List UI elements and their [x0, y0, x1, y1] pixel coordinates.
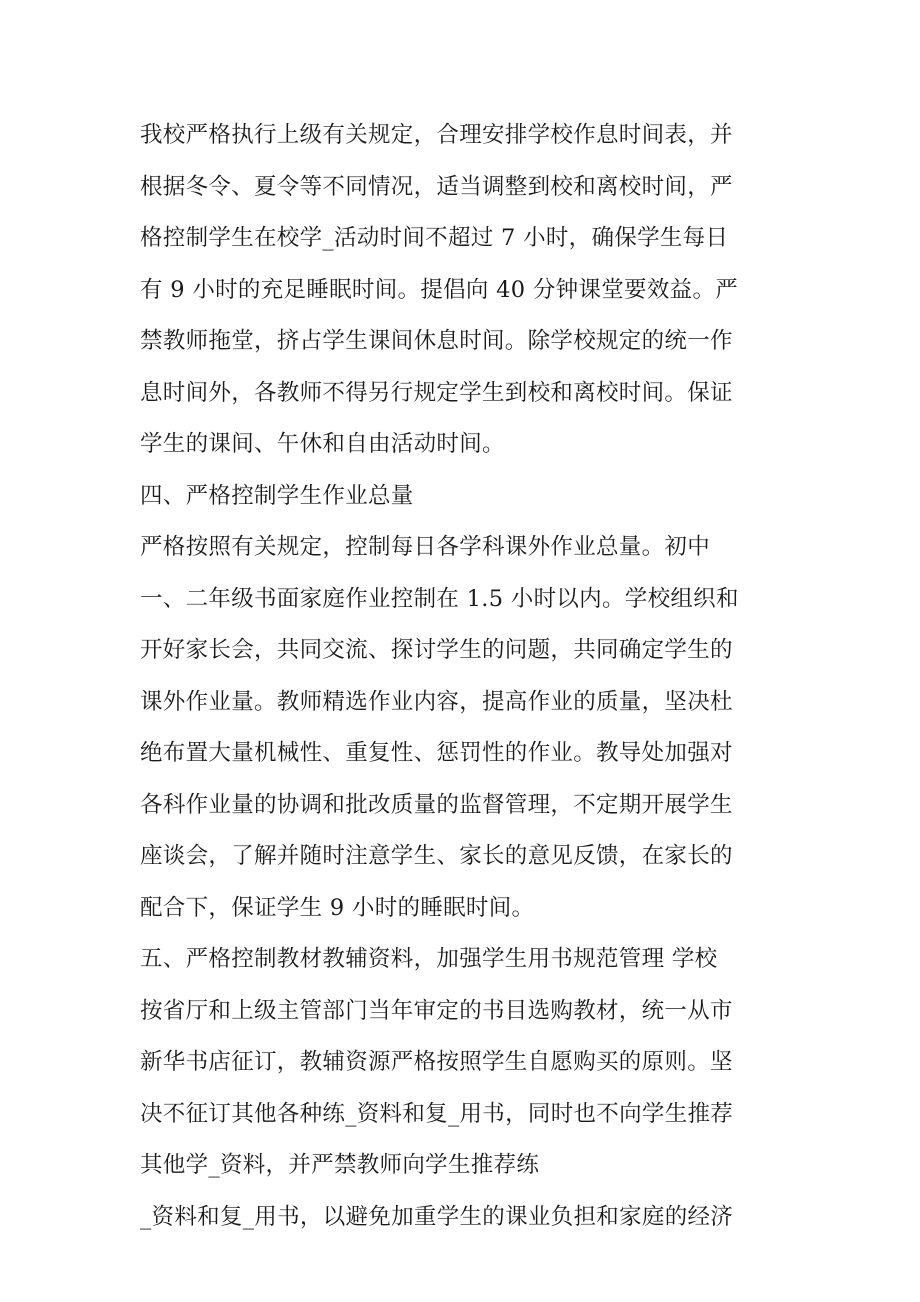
- text-line: _资料和复_用书，以避免加重学生的课业负担和家庭的经济: [140, 1203, 734, 1230]
- text-line: 按省厅和上级主管部门当年审定的书目选购教材，统一从市: [140, 997, 733, 1024]
- section-heading-four: 四、严格控制学生作业总量: [140, 482, 414, 509]
- text-line: 绝布置大量机械性、重复性、惩罚性的作业。教导处加强对: [140, 740, 733, 766]
- text-line: 有 9 小时的充足睡眠时间。提倡向 40 分钟课堂要效益。严: [140, 276, 739, 303]
- document-body: [140, 110, 790, 1243]
- text-line: 各科作业量的协调和批改质量的监督管理，不定期开展学生: [140, 791, 733, 818]
- text-line: 新华书店征订，教辅资源严格按照学生自愿购买的原则。坚: [140, 1049, 733, 1075]
- text-line: 座谈会，了解并随时注意学生、家长的意见反馈，在家长的: [140, 843, 733, 869]
- text-line: 其他学_资料，并严禁教师向学生推荐练: [140, 1152, 540, 1178]
- text-line: 学生的课间、午休和自由活动时间。: [140, 431, 505, 457]
- text-line: 禁教师拖堂，挤占学生课间休息时间。除学校规定的统一作: [140, 328, 733, 354]
- text-line: 我校严格执行上级有关规定，合理安排学校作息时间表，并: [140, 122, 733, 148]
- text-line: 开好家长会，共同交流、探讨学生的问题，共同确定学生的: [140, 637, 733, 663]
- text-line: 根据冬令、夏令等不同情况，适当调整到校和离校时间，严: [140, 173, 733, 200]
- text-line: 决不征订其他各种练_资料和复_用书，同时也不向学生推荐: [140, 1100, 734, 1127]
- text-line: 配合下，保证学生 9 小时的睡眠时间。: [140, 894, 535, 921]
- section-heading-five: 五、严格控制教材教辅资料，加强学生用书规范管理 学校: [140, 946, 718, 972]
- text-line: 严格按照有关规定，控制每日各学科课外作业总量。初中: [140, 534, 711, 560]
- text-line: 课外作业量。教师精选作业内容，提高作业的质量，坚决杜: [140, 688, 733, 715]
- text-line: 格控制学生在校学_活动时间不超过 7 小时，确保学生每日: [140, 225, 729, 251]
- text-line: 一、二年级书面家庭作业控制在 1.5 小时以内。学校组织和: [140, 585, 739, 612]
- text-line: 息时间外，各教师不得另行规定学生到校和离校时间。保证: [140, 379, 733, 406]
